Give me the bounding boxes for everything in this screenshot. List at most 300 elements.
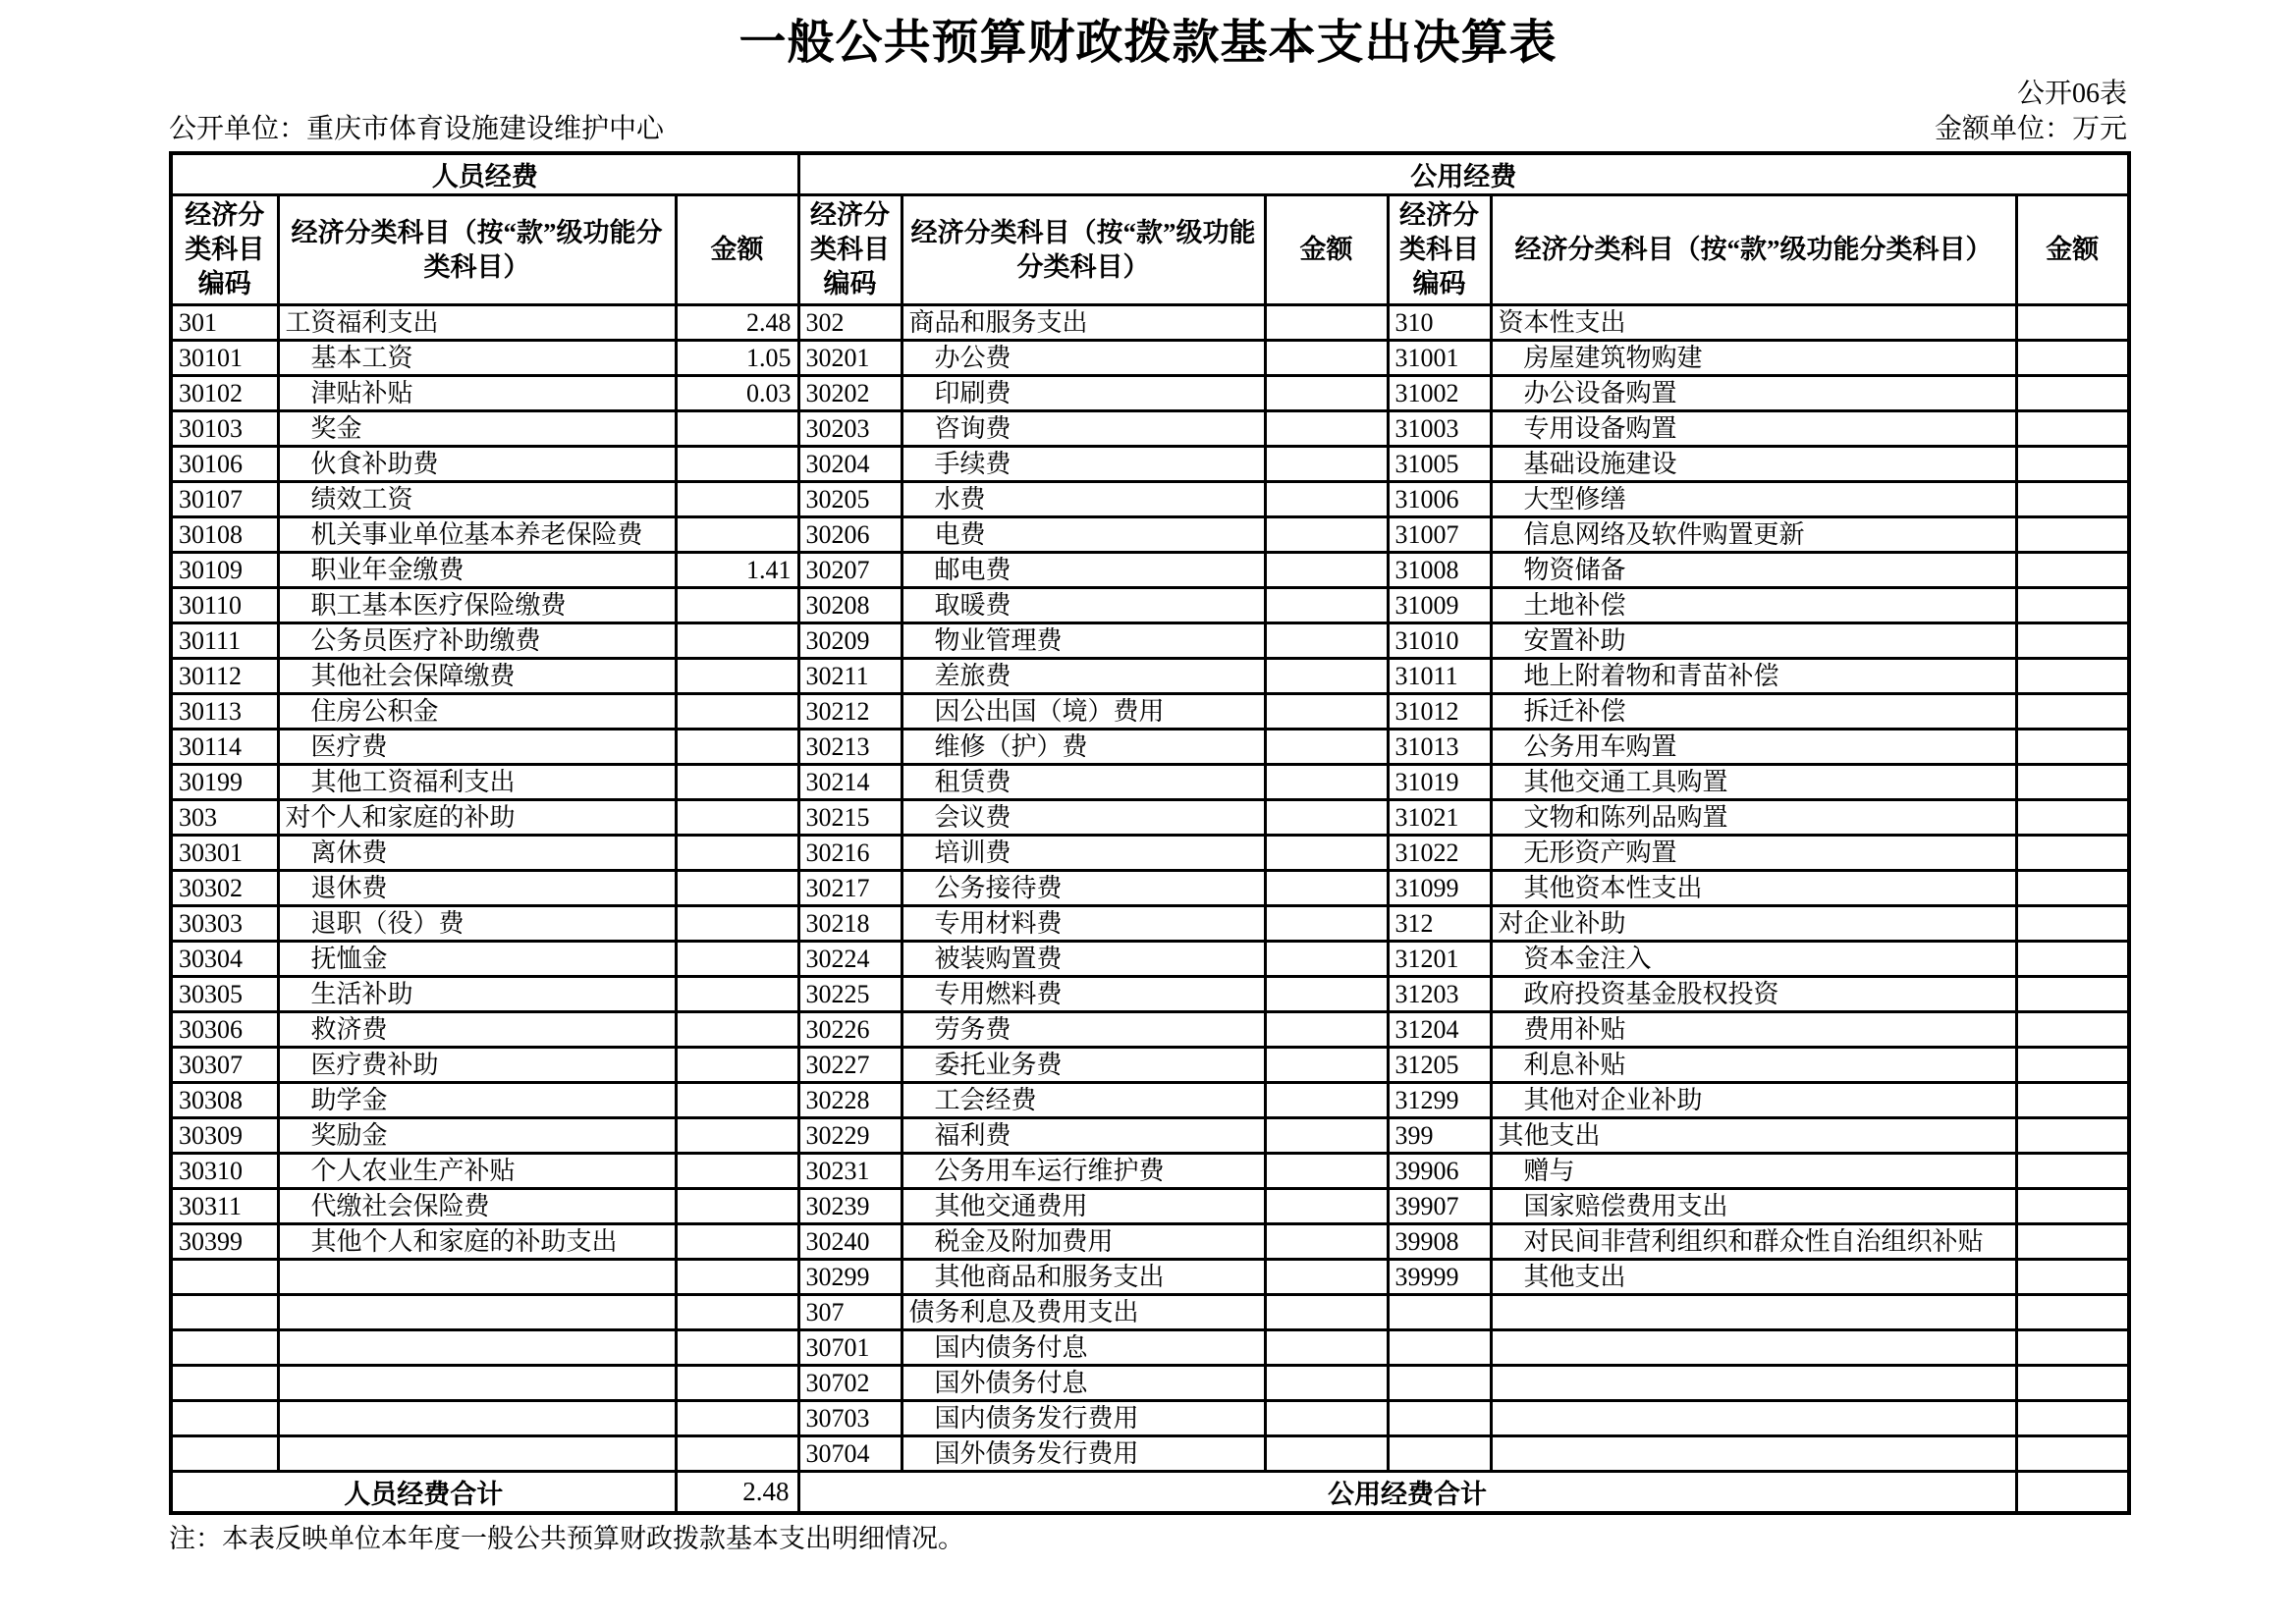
cell-name: 邮电费 — [902, 553, 1265, 588]
cell-code: 30212 — [798, 694, 902, 730]
cell-name: 其他个人和家庭的补助支出 — [278, 1224, 676, 1260]
cell-name: 资本性支出 — [1491, 305, 2016, 341]
table-note: 注：本表反映单位本年度一般公共预算财政拨款基本支出明细情况。 — [169, 1524, 964, 1554]
cell-code: 31009 — [1388, 588, 1491, 623]
cell-code: 30216 — [798, 836, 902, 871]
cell-code: 307 — [798, 1295, 902, 1330]
cell-code: 30113 — [171, 694, 278, 730]
cell-amount — [2016, 659, 2129, 694]
cell-amount — [676, 1366, 798, 1401]
cell-code: 31012 — [1388, 694, 1491, 730]
cell-code: 30306 — [171, 1012, 278, 1048]
cell-code: 30112 — [171, 659, 278, 694]
cell-name: 其他交通工具购置 — [1491, 765, 2016, 800]
cell-code: 30201 — [798, 341, 902, 376]
public-total-label: 公用经费合计 — [798, 1472, 2016, 1514]
cell-name: 办公费 — [902, 341, 1265, 376]
cell-name: 国外债务付息 — [902, 1366, 1265, 1401]
cell-amount — [2016, 800, 2129, 836]
cell-code: 30301 — [171, 836, 278, 871]
group-header-row — [171, 153, 2129, 195]
cell-name: 文物和陈列品购置 — [1491, 800, 2016, 836]
publisher-label: 公开单位：重庆市体育设施建设维护中心 — [169, 113, 665, 144]
cell-amount — [1265, 1295, 1388, 1330]
cell-code: 31005 — [1388, 447, 1491, 482]
cell-amount — [1265, 1154, 1388, 1189]
cell-name: 国内债务发行费用 — [902, 1401, 1265, 1436]
cell-amount — [1265, 942, 1388, 977]
cell-name: 商品和服务支出 — [902, 305, 1265, 341]
table-row — [171, 623, 2129, 659]
cell-code: 30226 — [798, 1012, 902, 1048]
cell-code: 30703 — [798, 1401, 902, 1436]
cell-code — [171, 1436, 278, 1472]
cell-name: 基础设施建设 — [1491, 447, 2016, 482]
table-row — [171, 1189, 2129, 1224]
cell-name: 福利费 — [902, 1118, 1265, 1154]
cell-code: 30204 — [798, 447, 902, 482]
cell-amount — [1265, 553, 1388, 588]
cell-amount — [1265, 1118, 1388, 1154]
table-row — [171, 305, 2129, 341]
cell-code: 302 — [798, 305, 902, 341]
total-row — [171, 1472, 2129, 1514]
cell-code: 39907 — [1388, 1189, 1491, 1224]
table-row — [171, 977, 2129, 1012]
cell-code — [171, 1366, 278, 1401]
cell-amount — [1265, 694, 1388, 730]
cell-code: 30205 — [798, 482, 902, 517]
cell-name: 抚恤金 — [278, 942, 676, 977]
cell-amount — [676, 730, 798, 765]
cell-code: 31099 — [1388, 871, 1491, 906]
cell-name: 对民间非营利组织和群众性自治组织补贴 — [1491, 1224, 2016, 1260]
col-header-code-3: 经济分类科目编码 — [1388, 195, 1491, 305]
cell-amount — [2016, 1260, 2129, 1295]
cell-amount — [2016, 694, 2129, 730]
cell-code — [171, 1401, 278, 1436]
table-row — [171, 730, 2129, 765]
cell-name: 工资福利支出 — [278, 305, 676, 341]
table-row — [171, 906, 2129, 942]
column-header-row — [171, 195, 2129, 305]
amount-unit-label: 金额单位：万元 — [1934, 113, 2127, 144]
cell-name: 医疗费补助 — [278, 1048, 676, 1083]
cell-code: 31205 — [1388, 1048, 1491, 1083]
cell-code: 31013 — [1388, 730, 1491, 765]
cell-amount — [2016, 1295, 2129, 1330]
cell-name: 离休费 — [278, 836, 676, 871]
cell-name: 电费 — [902, 517, 1265, 553]
cell-name: 代缴社会保险费 — [278, 1189, 676, 1224]
cell-code: 30311 — [171, 1189, 278, 1224]
cell-amount — [2016, 836, 2129, 871]
cell-amount — [676, 588, 798, 623]
cell-amount — [676, 1154, 798, 1189]
cell-code: 31001 — [1388, 341, 1491, 376]
cell-name — [278, 1436, 676, 1472]
cell-amount — [676, 1012, 798, 1048]
table-row — [171, 341, 2129, 376]
cell-amount — [2016, 1012, 2129, 1048]
meta-row — [169, 113, 2127, 146]
cell-amount — [2016, 305, 2129, 341]
cell-amount — [1265, 906, 1388, 942]
cell-name: 对个人和家庭的补助 — [278, 800, 676, 836]
cell-code: 31201 — [1388, 942, 1491, 977]
cell-amount — [1265, 1436, 1388, 1472]
cell-name: 伙食补助费 — [278, 447, 676, 482]
cell-amount — [676, 447, 798, 482]
cell-code: 30240 — [798, 1224, 902, 1260]
cell-amount — [2016, 730, 2129, 765]
cell-amount — [2016, 1224, 2129, 1260]
cell-code: 30304 — [171, 942, 278, 977]
cell-amount — [2016, 1330, 2129, 1366]
cell-code: 30218 — [798, 906, 902, 942]
cell-name: 救济费 — [278, 1012, 676, 1048]
cell-code: 31204 — [1388, 1012, 1491, 1048]
cell-amount — [2016, 1401, 2129, 1436]
cell-amount — [1265, 1048, 1388, 1083]
cell-name: 个人农业生产补贴 — [278, 1154, 676, 1189]
cell-amount — [1265, 1012, 1388, 1048]
cell-code: 30305 — [171, 977, 278, 1012]
cell-name: 印刷费 — [902, 376, 1265, 411]
cell-name: 无形资产购置 — [1491, 836, 2016, 871]
cell-code: 30303 — [171, 906, 278, 942]
cell-name: 公务员医疗补助缴费 — [278, 623, 676, 659]
cell-amount — [676, 1401, 798, 1436]
cell-code — [1388, 1366, 1491, 1401]
cell-code: 30217 — [798, 871, 902, 906]
cell-code: 30225 — [798, 977, 902, 1012]
cell-amount — [2016, 942, 2129, 977]
cell-name: 利息补贴 — [1491, 1048, 2016, 1083]
cell-amount — [676, 623, 798, 659]
cell-amount — [2016, 553, 2129, 588]
personnel-total-label: 人员经费合计 — [171, 1472, 676, 1514]
cell-name — [278, 1330, 676, 1366]
cell-code: 30701 — [798, 1330, 902, 1366]
cell-code: 303 — [171, 800, 278, 836]
cell-code: 312 — [1388, 906, 1491, 942]
cell-name: 因公出国（境）费用 — [902, 694, 1265, 730]
cell-code: 30309 — [171, 1118, 278, 1154]
table-row — [171, 447, 2129, 482]
cell-name: 职工基本医疗保险缴费 — [278, 588, 676, 623]
cell-name: 差旅费 — [902, 659, 1265, 694]
cell-amount — [2016, 1048, 2129, 1083]
cell-code: 31019 — [1388, 765, 1491, 800]
cell-code: 30227 — [798, 1048, 902, 1083]
cell-amount — [676, 659, 798, 694]
table-row — [171, 1048, 2129, 1083]
cell-name: 津贴补贴 — [278, 376, 676, 411]
cell-amount — [2016, 447, 2129, 482]
cell-code: 31006 — [1388, 482, 1491, 517]
cell-name — [1491, 1295, 2016, 1330]
cell-code: 30215 — [798, 800, 902, 836]
table-row — [171, 1330, 2129, 1366]
cell-amount — [1265, 341, 1388, 376]
cell-name: 会议费 — [902, 800, 1265, 836]
table-row — [171, 659, 2129, 694]
cell-code: 30228 — [798, 1083, 902, 1118]
cell-amount — [676, 871, 798, 906]
cell-name: 职业年金缴费 — [278, 553, 676, 588]
cell-amount — [1265, 1224, 1388, 1260]
cell-name — [1491, 1401, 2016, 1436]
cell-amount — [2016, 376, 2129, 411]
cell-code: 30308 — [171, 1083, 278, 1118]
cell-code: 31203 — [1388, 977, 1491, 1012]
cell-name — [278, 1295, 676, 1330]
cell-code: 30702 — [798, 1366, 902, 1401]
cell-amount — [1265, 1401, 1388, 1436]
cell-amount — [2016, 1118, 2129, 1154]
cell-code — [1388, 1436, 1491, 1472]
public-total-amount — [2016, 1472, 2129, 1514]
cell-name: 公务接待费 — [902, 871, 1265, 906]
table-row — [171, 1366, 2129, 1401]
cell-code: 30103 — [171, 411, 278, 447]
cell-code: 30203 — [798, 411, 902, 447]
cell-amount — [2016, 588, 2129, 623]
cell-name: 土地补偿 — [1491, 588, 2016, 623]
cell-name: 安置补助 — [1491, 623, 2016, 659]
personnel-total-amount: 2.48 — [676, 1472, 798, 1514]
col-header-code-2: 经济分类科目编码 — [798, 195, 902, 305]
table-row — [171, 1118, 2129, 1154]
cell-amount — [1265, 765, 1388, 800]
cell-name: 培训费 — [902, 836, 1265, 871]
cell-amount — [676, 942, 798, 977]
cell-code: 399 — [1388, 1118, 1491, 1154]
cell-name: 办公设备购置 — [1491, 376, 2016, 411]
cell-name: 奖励金 — [278, 1118, 676, 1154]
cell-amount — [676, 1048, 798, 1083]
col-header-name-1: 经济分类科目（按“款”级功能分类科目） — [278, 195, 676, 305]
cell-amount — [1265, 305, 1388, 341]
cell-code: 31002 — [1388, 376, 1491, 411]
cell-name: 基本工资 — [278, 341, 676, 376]
cell-amount — [676, 411, 798, 447]
page-title: 一般公共预算财政拨款基本支出决算表 — [738, 17, 1558, 69]
cell-name: 公务用车运行维护费 — [902, 1154, 1265, 1189]
cell-code: 30224 — [798, 942, 902, 977]
cell-code — [1388, 1295, 1491, 1330]
cell-code: 31003 — [1388, 411, 1491, 447]
table-row — [171, 376, 2129, 411]
cell-code: 30399 — [171, 1224, 278, 1260]
cell-name: 绩效工资 — [278, 482, 676, 517]
cell-code: 30307 — [171, 1048, 278, 1083]
cell-amount — [676, 1260, 798, 1295]
cell-amount — [1265, 1189, 1388, 1224]
cell-name: 维修（护）费 — [902, 730, 1265, 765]
sheet — [169, 0, 2127, 1555]
cell-name: 工会经费 — [902, 1083, 1265, 1118]
cell-amount — [676, 482, 798, 517]
cell-name: 房屋建筑物购建 — [1491, 341, 2016, 376]
cell-amount — [1265, 1330, 1388, 1366]
cell-name: 医疗费 — [278, 730, 676, 765]
cell-amount — [676, 1083, 798, 1118]
cell-amount — [676, 765, 798, 800]
cell-code: 30111 — [171, 623, 278, 659]
cell-name: 劳务费 — [902, 1012, 1265, 1048]
cell-code — [1388, 1401, 1491, 1436]
cell-name: 国家赔偿费用支出 — [1491, 1189, 2016, 1224]
cell-amount — [2016, 482, 2129, 517]
cell-code: 30206 — [798, 517, 902, 553]
cell-name: 水费 — [902, 482, 1265, 517]
cell-name: 拆迁补偿 — [1491, 694, 2016, 730]
cell-amount — [1265, 588, 1388, 623]
cell-code — [171, 1260, 278, 1295]
cell-name: 税金及附加费用 — [902, 1224, 1265, 1260]
col-header-amount-3: 金额 — [2016, 195, 2129, 305]
table-row — [171, 800, 2129, 836]
cell-code — [1388, 1330, 1491, 1366]
cell-name: 地上附着物和青苗补偿 — [1491, 659, 2016, 694]
table-row — [171, 1224, 2129, 1260]
cell-amount — [676, 1224, 798, 1260]
table-row — [171, 836, 2129, 871]
cell-name: 取暖费 — [902, 588, 1265, 623]
cell-code: 30299 — [798, 1260, 902, 1295]
cell-amount: 1.05 — [676, 341, 798, 376]
cell-code: 30114 — [171, 730, 278, 765]
cell-code: 310 — [1388, 305, 1491, 341]
cell-amount — [676, 906, 798, 942]
cell-name: 债务利息及费用支出 — [902, 1295, 1265, 1330]
cell-code: 39906 — [1388, 1154, 1491, 1189]
cell-amount — [676, 694, 798, 730]
cell-amount — [1265, 730, 1388, 765]
cell-code: 30101 — [171, 341, 278, 376]
cell-code: 31008 — [1388, 553, 1491, 588]
table-row — [171, 694, 2129, 730]
cell-amount — [2016, 1366, 2129, 1401]
cell-amount — [676, 1189, 798, 1224]
cell-amount — [2016, 765, 2129, 800]
table-row — [171, 517, 2129, 553]
cell-name: 住房公积金 — [278, 694, 676, 730]
table-row — [171, 765, 2129, 800]
table-row — [171, 942, 2129, 977]
col-header-name-2: 经济分类科目（按“款”级功能分类科目） — [902, 195, 1265, 305]
cell-code: 31299 — [1388, 1083, 1491, 1118]
cell-code: 30310 — [171, 1154, 278, 1189]
cell-amount — [1265, 411, 1388, 447]
cell-amount — [1265, 517, 1388, 553]
cell-amount — [2016, 411, 2129, 447]
cell-code: 30214 — [798, 765, 902, 800]
table-body — [171, 305, 2129, 1472]
table-row — [171, 588, 2129, 623]
cell-name: 其他资本性支出 — [1491, 871, 2016, 906]
cell-code: 30704 — [798, 1436, 902, 1472]
cell-code: 30106 — [171, 447, 278, 482]
cell-name — [1491, 1436, 2016, 1472]
cell-name: 其他交通费用 — [902, 1189, 1265, 1224]
cell-amount — [1265, 623, 1388, 659]
table-row — [171, 1154, 2129, 1189]
cell-name: 其他商品和服务支出 — [902, 1260, 1265, 1295]
cell-name: 委托业务费 — [902, 1048, 1265, 1083]
cell-name: 政府投资基金股权投资 — [1491, 977, 2016, 1012]
cell-code: 30229 — [798, 1118, 902, 1154]
cell-code: 30213 — [798, 730, 902, 765]
col-header-name-3: 经济分类科目（按“款”级功能分类科目） — [1491, 195, 2016, 305]
cell-amount: 2.48 — [676, 305, 798, 341]
cell-name: 专用材料费 — [902, 906, 1265, 942]
cell-amount — [1265, 482, 1388, 517]
cell-amount — [2016, 977, 2129, 1012]
cell-code: 39999 — [1388, 1260, 1491, 1295]
cell-code: 30108 — [171, 517, 278, 553]
cell-name: 助学金 — [278, 1083, 676, 1118]
cell-code: 30102 — [171, 376, 278, 411]
group-header-public: 公用经费 — [798, 153, 2129, 195]
cell-name: 其他社会保障缴费 — [278, 659, 676, 694]
cell-name: 国内债务付息 — [902, 1330, 1265, 1366]
cell-name: 赠与 — [1491, 1154, 2016, 1189]
cell-name: 物资储备 — [1491, 553, 2016, 588]
table-row — [171, 482, 2129, 517]
cell-code: 31010 — [1388, 623, 1491, 659]
cell-amount — [676, 1118, 798, 1154]
budget-table — [169, 151, 2131, 1515]
cell-name: 租赁费 — [902, 765, 1265, 800]
cell-amount — [1265, 1260, 1388, 1295]
cell-code: 39908 — [1388, 1224, 1491, 1260]
cell-code: 30302 — [171, 871, 278, 906]
cell-code: 30110 — [171, 588, 278, 623]
table-row — [171, 553, 2129, 588]
cell-code: 301 — [171, 305, 278, 341]
table-row — [171, 1295, 2129, 1330]
cell-name: 资本金注入 — [1491, 942, 2016, 977]
cell-code: 30109 — [171, 553, 278, 588]
cell-amount — [2016, 906, 2129, 942]
cell-name: 公务用车购置 — [1491, 730, 2016, 765]
table-row — [171, 1012, 2129, 1048]
cell-name: 被装购置费 — [902, 942, 1265, 977]
cell-amount — [2016, 1083, 2129, 1118]
table-row — [171, 1401, 2129, 1436]
cell-name: 物业管理费 — [902, 623, 1265, 659]
cell-amount — [1265, 376, 1388, 411]
cell-name: 生活补助 — [278, 977, 676, 1012]
cell-amount — [676, 517, 798, 553]
cell-name: 信息网络及软件购置更新 — [1491, 517, 2016, 553]
cell-amount — [676, 1330, 798, 1366]
col-header-code-1: 经济分类科目编码 — [171, 195, 278, 305]
cell-amount: 1.41 — [676, 553, 798, 588]
cell-amount — [676, 836, 798, 871]
cell-code: 30107 — [171, 482, 278, 517]
cell-name: 其他工资福利支出 — [278, 765, 676, 800]
cell-name: 咨询费 — [902, 411, 1265, 447]
cell-amount — [1265, 836, 1388, 871]
cell-code — [171, 1330, 278, 1366]
cell-name: 其他支出 — [1491, 1260, 2016, 1295]
cell-amount — [2016, 517, 2129, 553]
cell-name: 奖金 — [278, 411, 676, 447]
